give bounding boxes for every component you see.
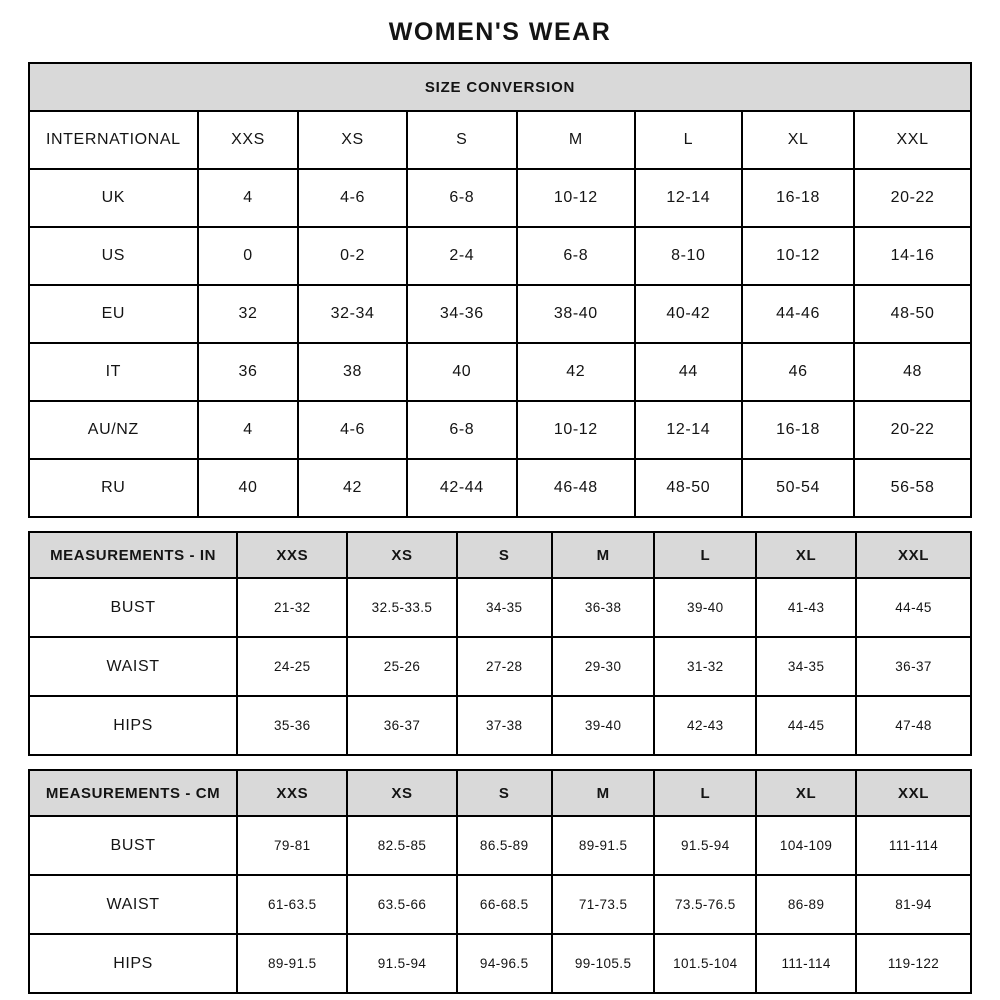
column-header: S — [457, 532, 552, 578]
measurements-cm-table — [28, 769, 972, 994]
row-label: UK — [29, 169, 198, 227]
cell-value: 4 — [198, 401, 299, 459]
cell-value: 21-32 — [237, 578, 347, 637]
cell-value: 4-6 — [298, 401, 406, 459]
cell-value: 24-25 — [237, 637, 347, 696]
table-row — [29, 578, 971, 637]
cell-value: 37-38 — [457, 696, 552, 755]
cell-value: 25-26 — [347, 637, 456, 696]
cell-value: 40 — [198, 459, 299, 517]
row-label: WAIST — [29, 875, 237, 934]
cell-value: 91.5-94 — [347, 934, 456, 993]
table-row — [29, 816, 971, 875]
page-title: WOMEN'S WEAR — [388, 18, 612, 46]
cell-value: 36-38 — [552, 578, 655, 637]
cell-value: 44 — [635, 343, 742, 401]
column-header: XS — [347, 532, 456, 578]
column-header: XS — [298, 111, 406, 169]
cell-value: 0-2 — [298, 227, 406, 285]
table-row — [29, 343, 971, 401]
cell-value: 10-12 — [742, 227, 854, 285]
column-header-row — [29, 532, 971, 578]
cell-value: 73.5-76.5 — [654, 875, 756, 934]
cell-value: 89-91.5 — [552, 816, 655, 875]
column-header: XXS — [237, 532, 347, 578]
cell-value: 34-36 — [407, 285, 517, 343]
table-row — [29, 285, 971, 343]
cell-value: 86.5-89 — [457, 816, 552, 875]
cell-value: 48 — [854, 343, 971, 401]
cell-value: 47-48 — [856, 696, 971, 755]
cell-value: 8-10 — [635, 227, 742, 285]
row-label: HIPS — [29, 696, 237, 755]
cell-value: 71-73.5 — [552, 875, 655, 934]
cell-value: 12-14 — [635, 169, 742, 227]
cell-value: 40 — [407, 343, 517, 401]
column-header-row — [29, 770, 971, 816]
cell-value: 81-94 — [856, 875, 971, 934]
table-row — [29, 875, 971, 934]
cell-value: 38-40 — [517, 285, 635, 343]
cell-value: 48-50 — [635, 459, 742, 517]
cell-value: 111-114 — [856, 816, 971, 875]
cell-value: 63.5-66 — [347, 875, 456, 934]
cell-value: 4-6 — [298, 169, 406, 227]
size-conversion-table — [28, 62, 972, 518]
cell-value: 50-54 — [742, 459, 854, 517]
cell-value: 10-12 — [517, 401, 635, 459]
table-row — [29, 934, 971, 993]
row-label: BUST — [29, 816, 237, 875]
cell-value: 44-45 — [856, 578, 971, 637]
row-label: US — [29, 227, 198, 285]
table-row — [29, 401, 971, 459]
cell-value: 36-37 — [856, 637, 971, 696]
cell-value: 38 — [298, 343, 406, 401]
cell-value: 101.5-104 — [654, 934, 756, 993]
cell-value: 40-42 — [635, 285, 742, 343]
cell-value: 31-32 — [654, 637, 756, 696]
size-conversion-banner: SIZE CONVERSION — [29, 63, 971, 111]
table-row — [29, 227, 971, 285]
row-label: HIPS — [29, 934, 237, 993]
cell-value: 56-58 — [854, 459, 971, 517]
column-header: S — [407, 111, 517, 169]
row-label: WAIST — [29, 637, 237, 696]
cell-value: 32.5-33.5 — [347, 578, 456, 637]
table-label-header: MEASUREMENTS - CM — [29, 770, 237, 816]
table-row — [29, 696, 971, 755]
column-header: XXL — [856, 770, 971, 816]
measurements-in-table — [28, 531, 972, 756]
cell-value: 91.5-94 — [654, 816, 756, 875]
cell-value: 89-91.5 — [237, 934, 347, 993]
table-row — [29, 169, 971, 227]
cell-value: 99-105.5 — [552, 934, 655, 993]
cell-value: 12-14 — [635, 401, 742, 459]
cell-value: 4 — [198, 169, 299, 227]
cell-value: 35-36 — [237, 696, 347, 755]
row-label: RU — [29, 459, 198, 517]
column-header: S — [457, 770, 552, 816]
cell-value: 86-89 — [756, 875, 856, 934]
cell-value: 66-68.5 — [457, 875, 552, 934]
table-row — [29, 637, 971, 696]
cell-value: 0 — [198, 227, 299, 285]
cell-value: 42-43 — [654, 696, 756, 755]
cell-value: 61-63.5 — [237, 875, 347, 934]
cell-value: 48-50 — [854, 285, 971, 343]
banner-row — [29, 63, 971, 111]
cell-value: 39-40 — [552, 696, 655, 755]
table-label-header: INTERNATIONAL — [29, 111, 198, 169]
row-label: AU/NZ — [29, 401, 198, 459]
cell-value: 32-34 — [298, 285, 406, 343]
cell-value: 46 — [742, 343, 854, 401]
column-header: XXL — [854, 111, 971, 169]
column-header: L — [654, 532, 756, 578]
cell-value: 39-40 — [654, 578, 756, 637]
table-label-header: MEASUREMENTS - IN — [29, 532, 237, 578]
column-header: L — [635, 111, 742, 169]
column-header: XXS — [237, 770, 347, 816]
column-header: XL — [756, 532, 856, 578]
cell-value: 16-18 — [742, 169, 854, 227]
cell-value: 82.5-85 — [347, 816, 456, 875]
column-header: M — [552, 770, 655, 816]
cell-value: 42 — [517, 343, 635, 401]
cell-value: 14-16 — [854, 227, 971, 285]
cell-value: 119-122 — [856, 934, 971, 993]
cell-value: 44-46 — [742, 285, 854, 343]
cell-value: 42 — [298, 459, 406, 517]
cell-value: 29-30 — [552, 637, 655, 696]
cell-value: 44-45 — [756, 696, 856, 755]
cell-value: 16-18 — [742, 401, 854, 459]
cell-value: 10-12 — [517, 169, 635, 227]
cell-value: 2-4 — [407, 227, 517, 285]
cell-value: 34-35 — [457, 578, 552, 637]
column-header: XL — [742, 111, 854, 169]
cell-value: 20-22 — [854, 169, 971, 227]
cell-value: 36 — [198, 343, 299, 401]
column-header: XL — [756, 770, 856, 816]
cell-value: 46-48 — [517, 459, 635, 517]
cell-value: 6-8 — [407, 169, 517, 227]
row-label: BUST — [29, 578, 237, 637]
cell-value: 111-114 — [756, 934, 856, 993]
row-label: EU — [29, 285, 198, 343]
cell-value: 20-22 — [854, 401, 971, 459]
column-header: M — [517, 111, 635, 169]
cell-value: 41-43 — [756, 578, 856, 637]
column-header: XXL — [856, 532, 971, 578]
row-label: IT — [29, 343, 198, 401]
cell-value: 79-81 — [237, 816, 347, 875]
cell-value: 32 — [198, 285, 299, 343]
cell-value: 36-37 — [347, 696, 456, 755]
cell-value: 6-8 — [517, 227, 635, 285]
column-header: XS — [347, 770, 456, 816]
cell-value: 104-109 — [756, 816, 856, 875]
column-header: XXS — [198, 111, 299, 169]
column-header: M — [552, 532, 655, 578]
cell-value: 6-8 — [407, 401, 517, 459]
cell-value: 94-96.5 — [457, 934, 552, 993]
column-header: L — [654, 770, 756, 816]
table-row — [29, 459, 971, 517]
cell-value: 42-44 — [407, 459, 517, 517]
cell-value: 27-28 — [457, 637, 552, 696]
column-header-row — [29, 111, 971, 169]
cell-value: 34-35 — [756, 637, 856, 696]
